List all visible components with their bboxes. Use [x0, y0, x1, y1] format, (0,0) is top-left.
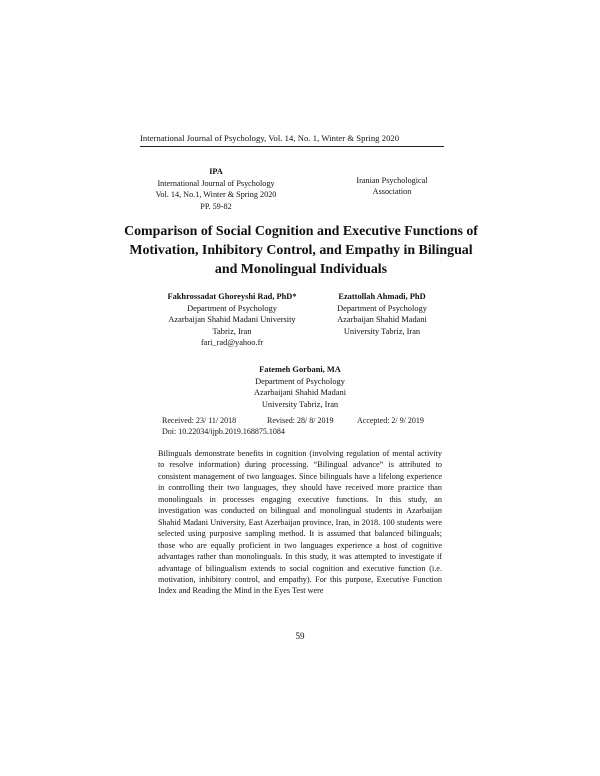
header-divider [140, 146, 444, 147]
author-affiliation: Azarbaijan Shahid Madani University [168, 315, 296, 325]
revised-date: Revised: 28/ 8/ 2019 [267, 416, 334, 425]
running-header: International Journal of Psychology, Vol. 14, No. 1, Winter & Spring 2020 [140, 133, 400, 143]
author-department: Department of Psychology [187, 303, 277, 313]
doi: Doi: 10.22034/ijpb.2019.168875.1084 [162, 427, 285, 436]
publisher-abbreviation: IPA [209, 167, 223, 176]
page-number: 59 [295, 631, 305, 641]
author-block [138, 291, 326, 349]
journal-pages: PP. 59-82 [200, 201, 232, 211]
abstract-text: Bilinguals demonstrate benefits in cognition (involving regulation of mental activity to resolve information) during processing. “Bilingual advance” is attributed to consistent management of two languages. Since bilinguals have a lifelong experience in controlling their two languages, they should have received more practice than monolinguals in processes engaging executive functions. In this study, an investigation was conducted on bilingual and monolingual students in Azarbaijan Shahid Madani University, East Azerbaijan province, Iran, in 2018. 100 students were selected using purposive sampling method. It is assumed that balanced bilinguals; those who are equally proficient in two languages experience a host of cognitive advantages rather than monolinguals. In this study, it was attempted to investigate if advantage of bilingualism extends to social cognition and executive function (i.e. motivation, inhibitory control, and empathy). For this purpose, Executive Function Index and Reading the Mind in the Eyes Test were [158, 449, 442, 596]
author-affiliation: Azarbaijani Shahid Madani [253, 388, 347, 398]
received-date: Received: 23/ 11/ 2018 [162, 416, 237, 425]
publisher-info-left [150, 166, 282, 212]
author-location: University Tabriz, Iran [343, 326, 421, 336]
author-block [234, 364, 366, 410]
author-name: Fatemeh Gorbani, MA [259, 365, 341, 374]
author-department: Department of Psychology [255, 376, 345, 386]
author-block [322, 291, 442, 337]
author-location: University Tabriz, Iran [261, 399, 339, 409]
association-name-line2: Association [372, 187, 412, 197]
paper-title: Comparison of Social Cognition and Executive Functions of Motivation, Inhibitory Control, and Empathy in Bilingual and Monolingual Individuals [124, 224, 478, 277]
author-location: Tabriz, Iran [212, 326, 252, 336]
author-name: Ezattollah Ahmadi, PhD [338, 292, 426, 301]
author-affiliation: Azarbaijan Shahid Madani [337, 315, 427, 325]
author-email: fari_rad@yahoo.fr [200, 338, 264, 348]
journal-name: International Journal of Psychology [157, 178, 275, 188]
journal-volume: Vol. 14, No.1, Winter & Spring 2020 [155, 190, 277, 200]
accepted-date: Accepted: 2/ 9/ 2019 [357, 416, 424, 425]
author-name: Fakhrossadat Ghoreyshi Rad, PhD* [167, 292, 297, 301]
association-name-line1: Iranian Psychological [356, 176, 428, 185]
author-department: Department of Psychology [337, 303, 427, 313]
publisher-info-right [334, 175, 450, 198]
